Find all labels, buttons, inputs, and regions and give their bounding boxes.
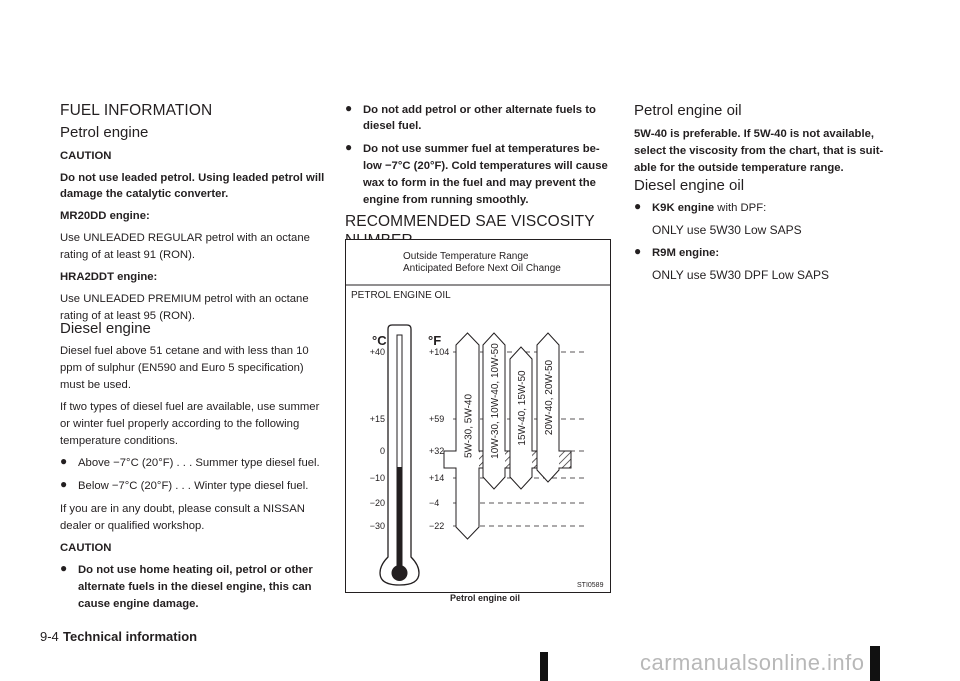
- k9k-rest: with DPF:: [714, 202, 767, 214]
- heading-petrol-engine: Petrol engine: [60, 124, 149, 141]
- caution-text-line: Do not use leaded petrol. Using leaded petrol will: [60, 172, 325, 184]
- diesel-text-line: ppm of sulphur (EN590 and Euro 5 specification): [60, 362, 304, 374]
- unit-fahrenheit: °F: [428, 333, 442, 348]
- range-label-line-1: Outside Temperature Range: [403, 251, 529, 262]
- k9k-line: [652, 200, 766, 217]
- diesel-text-line: If two types of diesel fuel are available, use summer: [60, 401, 320, 413]
- bullet-line: low −7°C (20°F). Cold temperatures will cause: [363, 160, 608, 172]
- viscosity-chart-figure: [345, 239, 611, 593]
- caution-bullet-line: Do not use home heating oil, petrol or other: [78, 564, 313, 576]
- petrol-oil-text-line: select the viscosity from the chart, that is suit-: [634, 145, 884, 157]
- fahrenheit-tick-label: +14: [429, 473, 445, 483]
- viscosity-grade-label: 5W-30, 5W-40: [463, 393, 475, 459]
- bullet-dot: ●: [60, 477, 68, 491]
- bullet-dot: ●: [634, 244, 642, 258]
- celsius-tick-label: +15: [369, 414, 385, 424]
- heading-diesel-engine: Diesel engine: [60, 320, 151, 337]
- bullet-dot: ●: [345, 101, 353, 115]
- bullet-summer-fuel: Above −7°C (20°F) . . . Summer type diesel fuel.: [78, 457, 320, 469]
- bullet-line: wax to form in the fuel and may prevent the: [363, 177, 596, 189]
- mr20dd-text-line: rating of at least 91 (RON).: [60, 249, 195, 261]
- bullet-dot: ●: [345, 140, 353, 154]
- diesel-text-line: Diesel fuel above 51 cetane and with less than 10: [60, 345, 309, 357]
- fahrenheit-tick-label: +32: [429, 446, 445, 456]
- doubt-text-line: If you are in any doubt, please consult a NISSAN: [60, 503, 305, 515]
- bullet-dot: ●: [60, 561, 68, 575]
- fahrenheit-tick-label: +59: [429, 414, 445, 424]
- caution-text-line: damage the catalytic converter.: [60, 188, 229, 200]
- diesel-text-line: must be used.: [60, 379, 131, 391]
- celsius-tick-label: +40: [369, 347, 385, 357]
- bullet-line: Do not use summer fuel at temperatures be-: [363, 143, 600, 155]
- bullet-dot: ●: [634, 199, 642, 213]
- petrol-oil-text-line: able for the outside temperature range.: [634, 162, 844, 174]
- unit-celsius: °C: [372, 333, 387, 348]
- page-number: 9-4: [40, 629, 59, 644]
- diesel-text-line: temperature conditions.: [60, 435, 179, 447]
- fahrenheit-tick-label: −4: [429, 498, 440, 508]
- viscosity-grade-label: 15W-40, 15W-50: [517, 370, 528, 446]
- transition-hatch: [559, 451, 571, 468]
- k9k-spec: ONLY use 5W30 Low SAPS: [652, 223, 802, 237]
- heading-petrol-engine-oil: Petrol engine oil: [634, 102, 742, 119]
- mr20dd-label: MR20DD engine:: [60, 210, 150, 222]
- fahrenheit-tick-label: −22: [429, 521, 445, 531]
- bullet-winter-fuel: Below −7°C (20°F) . . . Winter type diesel fuel.: [78, 480, 309, 492]
- doubt-text-line: dealer or qualified workshop.: [60, 520, 205, 532]
- section-title: Technical information: [63, 629, 198, 644]
- k9k-label: K9K engine: [652, 202, 715, 214]
- figure-code: STI0589: [577, 582, 604, 589]
- page-title: FUEL INFORMATION: [60, 102, 213, 119]
- viscosity-grade-label: 20W-40, 20W-50: [544, 359, 555, 436]
- diesel-text-line: or winter fuel properly according to the following: [60, 418, 300, 430]
- bullet-line: diesel fuel.: [363, 120, 422, 132]
- bullet-line: Do not add petrol or other alternate fuels to: [363, 104, 596, 116]
- figure-caption: Petrol engine oil: [450, 593, 521, 603]
- mr20dd-text-line: Use UNLEADED REGULAR petrol with an octane: [60, 232, 310, 244]
- fahrenheit-tick-label: +104: [429, 347, 450, 357]
- caution-label: CAUTION: [60, 150, 112, 162]
- petrol-engine-oil-label: PETROL ENGINE OIL: [351, 290, 451, 301]
- celsius-tick-label: −10: [369, 473, 385, 483]
- range-label-line-2: Anticipated Before Next Oil Change: [403, 263, 561, 274]
- r9m-label: R9M engine:: [652, 247, 720, 259]
- bullet-line: engine from running smoothly.: [363, 194, 529, 206]
- celsius-tick-label: −30: [369, 521, 385, 531]
- caution-bullet-line: alternate fuels in the diesel engine, this can: [78, 581, 312, 593]
- sae-heading-line: RECOMMENDED SAE VISCOSITY: [345, 213, 595, 230]
- celsius-tick-label: −20: [369, 498, 385, 508]
- caution-label: CAUTION: [60, 542, 112, 554]
- hra2ddt-text-line: rating of at least 95 (RON).: [60, 310, 195, 322]
- r9m-spec: ONLY use 5W30 DPF Low SAPS: [652, 268, 829, 282]
- hra2ddt-text-line: Use UNLEADED PREMIUM petrol with an octane: [60, 293, 309, 305]
- celsius-tick-label: 0: [379, 446, 385, 456]
- crop-mark: [540, 652, 548, 681]
- viscosity-grade-label: 10W-30, 10W-40, 10W-50: [490, 343, 501, 459]
- heading-diesel-engine-oil: Diesel engine oil: [634, 177, 745, 194]
- caution-bullet-line: cause engine damage.: [78, 598, 199, 610]
- bullet-dot: ●: [60, 454, 68, 468]
- hra2ddt-label: HRA2DDT engine:: [60, 271, 158, 283]
- watermark: carmanualsonline.info: [640, 650, 865, 675]
- petrol-oil-text-line: 5W-40 is preferable. If 5W-40 is not available,: [634, 128, 875, 140]
- crop-mark: [870, 646, 880, 681]
